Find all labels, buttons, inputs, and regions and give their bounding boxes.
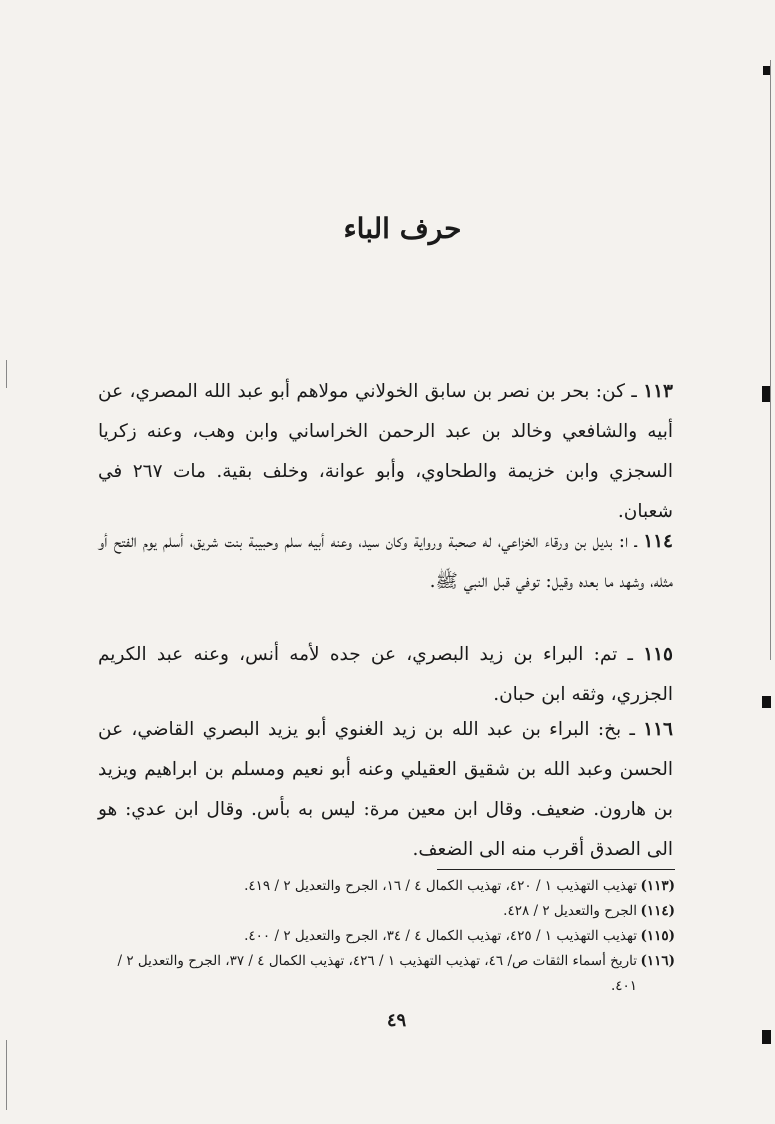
footnote-number: (١١٥) [640, 928, 675, 944]
page-number: ٤٩ [386, 1010, 407, 1031]
scan-edge-line [6, 1040, 7, 1110]
entry-text: ـ ا: بديل بن ورقاء الخزاعي، له صحبة ورواية وكان سيد، وعنه أبيه سلم وحبيبة بنت شريق، أسلم يوم الفتح أو مثله، وشهد ما بعده وقيل: توفي قبل النبي ﷺ. [98, 531, 673, 592]
entry-number: ١١٥ [643, 644, 673, 665]
entry-number: ١١٤ [643, 531, 673, 552]
chapter-title: حرف الباء [343, 212, 462, 245]
scan-mark [762, 1030, 771, 1044]
footnote-divider [437, 869, 675, 870]
footnote-text: تهذيب التهذيب ١ / ٤٢٠، تهذيب الكمال ٤ / ١٦، الجرح والتعديل ٢ / ٤١٩. [244, 878, 637, 894]
entry-text: ـ تم: البراء بن زيد البصري، عن جده لأمه أنس، وعنه عبد الكريم الجزري، وثقه ابن حبان. [98, 644, 673, 705]
footnote-text: تاريخ أسماء الثقات ص/ ٤٦، تهذيب التهذيب ١ / ٤٢٦، تهذيب الكمال ٤ / ٣٧، الجرح والتعديل ٢ / ٤٠١. [117, 953, 637, 994]
footnote-item [95, 899, 675, 924]
footnote-number: (١١٦) [640, 953, 675, 969]
footnote-item [95, 949, 675, 999]
footnote-text: تهذيب التهذيب ١ / ٤٢٥، تهذيب الكمال ٤ / ٣٤، الجرح والتعديل ٢ / ٤٠٠. [244, 928, 637, 944]
entry-116 [98, 710, 673, 870]
entry-number: ١١٦ [643, 719, 673, 740]
footnotes [95, 874, 675, 999]
entry-text: ـ بخ: البراء بن عبد الله بن زيد الغنوي أبو يزيد البصري القاضي، عن الحسن وعبد الله بن شقيق العقيلي وعنه أبو نعيم ومسلم بن ابراهيم ويزيد بن هارون. ضعيف. وقال ابن معين مرة: ليس به بأس. وقال ابن عدي: هو الى الصدق أقرب منه الى الضعف. [98, 719, 673, 860]
entry-115 [98, 635, 673, 715]
footnote-text: الجرح والتعديل ٢ / ٤٢٨. [503, 903, 637, 919]
scan-mark [762, 696, 771, 708]
footnote-number: (١١٤) [640, 903, 675, 919]
footnote-number: (١١٣) [640, 878, 675, 894]
footnote-item [95, 874, 675, 899]
entry-text: ـ كن: بحر بن نصر بن سابق الخولاني مولاهم أبو عبد الله المصري، عن أبيه والشافعي وخالد بن عبد الرحمن الخراساني وابن وهب، وعنه زكريا السجزي وابن خزيمة والطحاوي، وأبو عوانة، وخلف بقية. مات ٢٦٧ في شعبان. [98, 381, 673, 522]
scan-edge-line [6, 360, 7, 388]
entry-114 [98, 522, 673, 602]
scan-edge-line [770, 60, 771, 660]
entry-113 [98, 372, 673, 532]
entry-number: ١١٣ [643, 381, 673, 402]
footnote-item [95, 924, 675, 949]
